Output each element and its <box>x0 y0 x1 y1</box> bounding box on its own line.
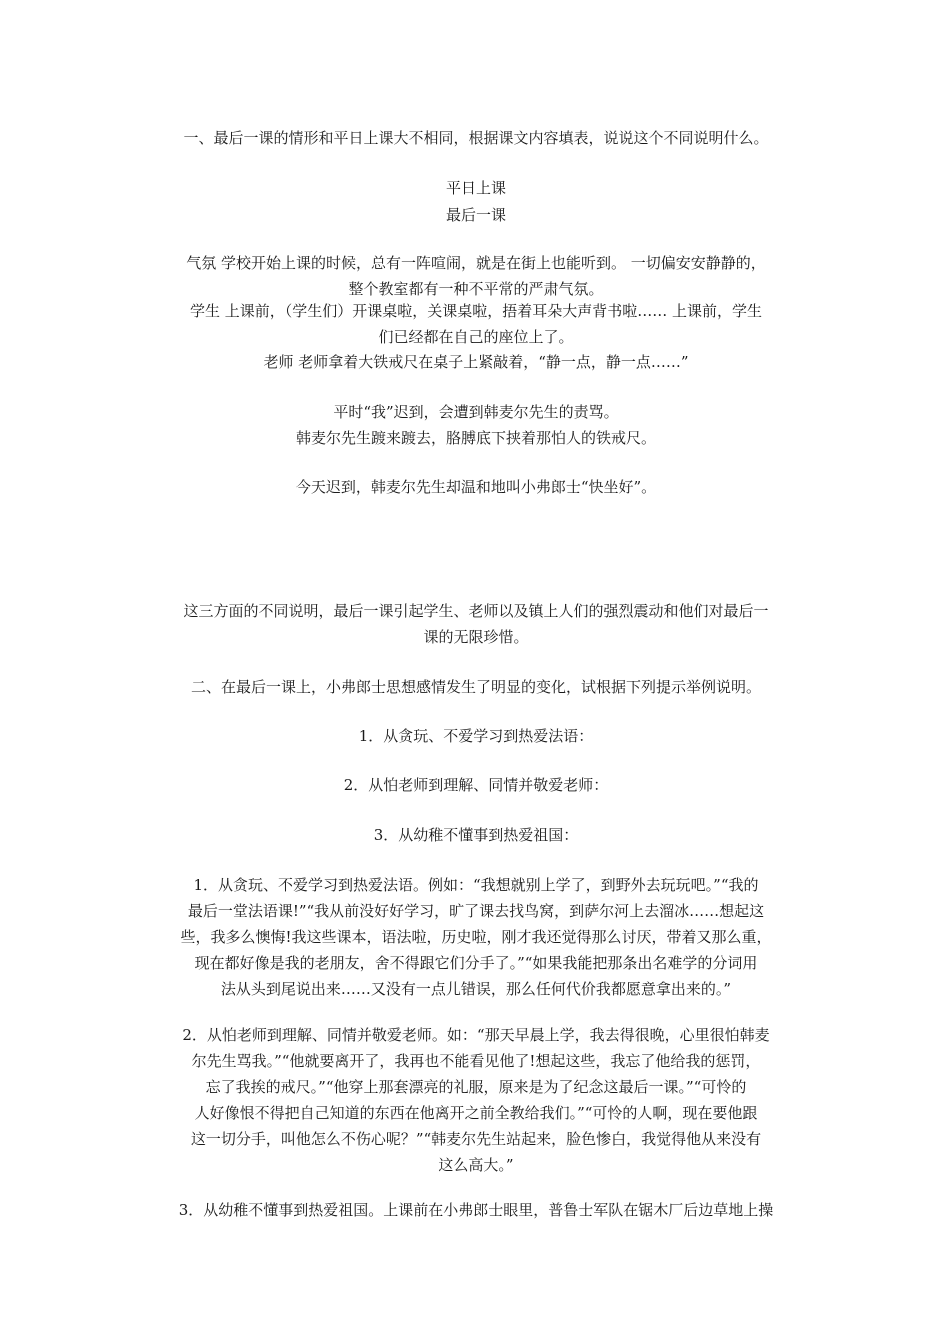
answer-1-line: 1．从贪玩、不爱学习到热爱法语。例如：“我想就别上学了，到野外去玩玩吧。”“我的 <box>193 876 759 894</box>
answer-1 <box>145 872 807 1002</box>
hint-2: 2．从怕老师到理解、同情并敬爱老师： <box>343 776 609 794</box>
late-regular <box>145 399 807 451</box>
hint-1: 1．从贪玩、不爱学习到热爱法语： <box>358 727 594 745</box>
row-students-line: 学生 上课前，（学生们）开课桌啦，关课桌啦，捂着耳朵大声背书啦…… 上课前，学生 <box>189 302 763 320</box>
late-last: 今天迟到，韩麦尔先生却温和地叫小弗郎士“快坐好”。 <box>295 478 657 496</box>
answer-2-line: 忘了我挨的戒尺。”“他穿上那套漂亮的礼服，原来是为了纪念这最后一课。”“可怜的 <box>205 1078 747 1096</box>
answer-2-line: 人好像恨不得把自己知道的东西在他离开之前全教给我们。”“可怜的人啊，现在要他跟 <box>194 1104 758 1122</box>
answer-3-line: 3．从幼稚不懂事到热爱祖国。上课前在小弗郎士眼里，普鲁士军队在锯木厂后边草地上操 <box>178 1201 774 1219</box>
row-teacher: 老师 老师拿着大铁戒尺在桌子上紧敲着，“静一点，静一点……” <box>263 353 689 371</box>
row-atmosphere <box>145 250 807 302</box>
answer-2-line: 这一切分手，叫他怎么不伤心呢？”“韩麦尔先生站起来，脸色惨白，我觉得他从来没有 <box>190 1130 762 1148</box>
conclusion-line: 课的无限珍惜。 <box>423 628 529 646</box>
row-students <box>145 298 807 350</box>
answer-2-line: 尔先生骂我。”“他就要离开了，我再也不能看见他了!想起这些，我忘了他给我的惩罚， <box>191 1052 761 1070</box>
header-regular-class: 平日上课 <box>445 179 506 197</box>
answer-1-line: 现在都好像是我的老朋友，舍不得跟它们分手了。”“如果我能把那条出名难学的分词用 <box>194 954 758 972</box>
answer-1-line: 法从头到尾说出来……又没有一点儿错误，那么任何代价我都愿意拿出来的。” <box>220 980 732 998</box>
conclusion-line: 这三方面的不同说明，最后一课引起学生、老师以及镇上人们的强烈震动和他们对最后一 <box>183 602 769 620</box>
answer-2 <box>145 1022 807 1178</box>
answer-2-line: 这么高大。” <box>438 1156 514 1174</box>
question-2-prompt: 二、在最后一课上，小弗郎士思想感情发生了明显的变化，试根据下列提示举例说明。 <box>190 678 761 696</box>
late-regular-line: 平时“我”迟到，会遭到韩麦尔先生的责骂。 <box>333 403 619 421</box>
answer-1-line: 最后一堂法语课!”“我从前没好好学习，旷了课去找鸟窝，到萨尔河上去溜冰……想起这 <box>187 902 765 920</box>
answer-2-line: 2．从怕老师到理解、同情并敬爱老师。如：“那天早晨上学，我去得很晚，心里很怕韩麦 <box>182 1026 770 1044</box>
late-regular-line: 韩麦尔先生踱来踱去，胳膊底下挟着那怕人的铁戒尺。 <box>295 429 656 447</box>
hint-3: 3．从幼稚不懂事到热爱祖国： <box>373 826 579 844</box>
question-1-prompt: 一、最后一课的情形和平日上课大不相同，根据课文内容填表，说说这个不同说明什么。 <box>183 129 769 147</box>
row-atmosphere-line: 气氛 学校开始上课的时候，总有一阵喧闹，就是在街上也能听到。 一切偏安安静静的， <box>186 254 766 272</box>
answer-3 <box>145 1197 807 1223</box>
row-students-line: 们已经都在自己的座位上了。 <box>378 328 574 346</box>
table-header <box>145 175 807 229</box>
answer-1-line: 些，我多么懊悔!我这些课本，语法啦，历史啦，刚才我还觉得那么讨厌，带着又那么重， <box>180 928 772 946</box>
row-atmosphere-line: 整个教室都有一种不平常的严肃气氛。 <box>348 280 604 298</box>
header-last-class: 最后一课 <box>445 206 506 224</box>
question-1-conclusion <box>145 598 807 650</box>
